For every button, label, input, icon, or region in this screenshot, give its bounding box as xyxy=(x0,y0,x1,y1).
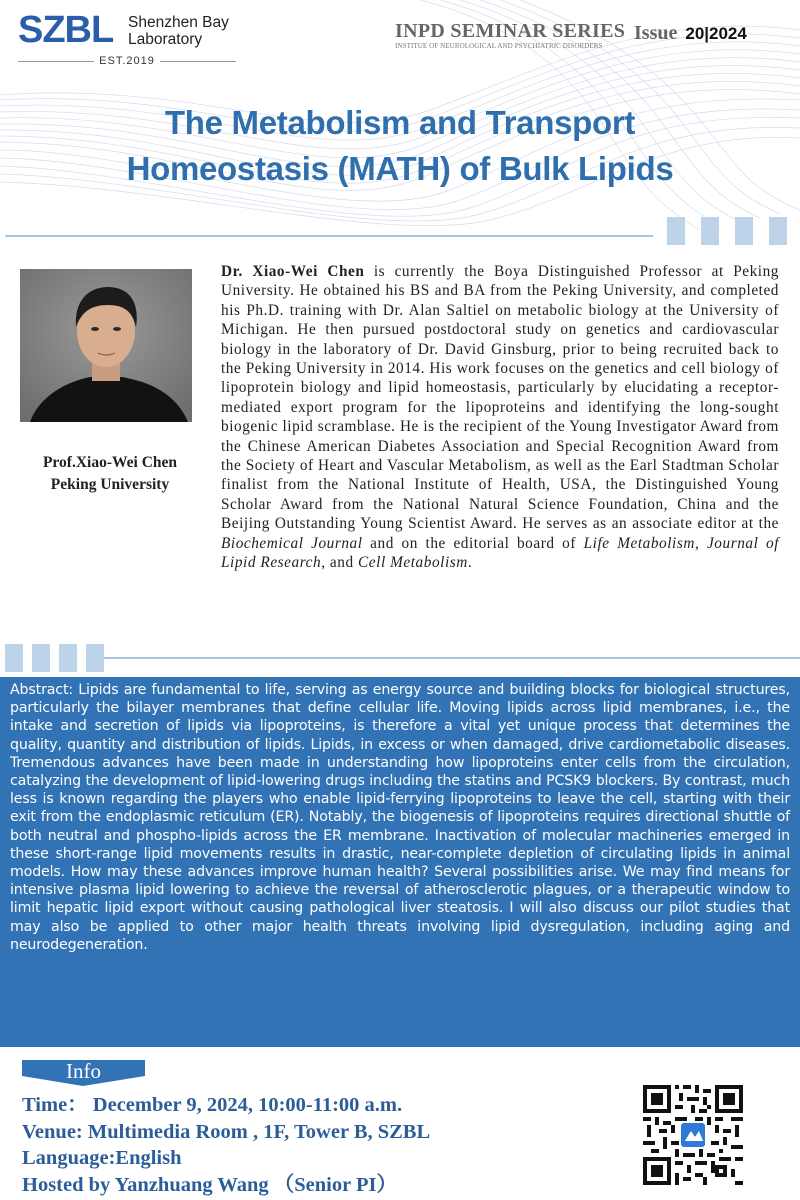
logo-est xyxy=(18,54,236,68)
bar xyxy=(5,644,23,672)
bar xyxy=(701,217,719,245)
info-tag-label: Info xyxy=(66,1059,101,1083)
abstract-panel xyxy=(0,677,800,1047)
logo-name-line2: Laboratory xyxy=(128,31,203,48)
divider xyxy=(18,61,94,62)
divider xyxy=(160,61,236,62)
bar xyxy=(32,644,50,672)
speaker-photo xyxy=(20,269,192,422)
journal-name: Journal of Lipid Research xyxy=(221,534,779,572)
speaker-affiliation: Peking University xyxy=(50,476,170,493)
divider xyxy=(5,235,653,237)
event-venue: Venue: Multimedia Room , 1F, Tower B, SZBL xyxy=(22,1120,431,1143)
separator: . xyxy=(467,554,473,572)
info-tag xyxy=(22,1060,145,1086)
page-title xyxy=(0,100,800,192)
series-subtitle: INSTITUE OF NEUROLOGICAL AND PSYCHIATRIC DISORDERS xyxy=(395,42,603,50)
event-time: Time： December 9, 2024, 10:00-11:00 a.m. xyxy=(22,1094,403,1116)
logo-name xyxy=(128,14,238,48)
decorative-bars xyxy=(667,217,787,245)
event-language: Language:English xyxy=(22,1147,182,1169)
bar xyxy=(667,217,685,245)
est-year: EST.2019 xyxy=(99,55,155,67)
event-info xyxy=(22,1092,430,1198)
issue-label: Issue xyxy=(634,22,678,44)
series-title: INPD SEMINAR SERIES xyxy=(395,20,626,42)
bar xyxy=(59,644,77,672)
event-host: Hosted by Yanzhuang Wang （Senior PI） xyxy=(22,1173,397,1196)
abstract-text: Abstract: Lipids are fundamental to life, serving as energy source and building blocks for biological structures, particularly the bilayer membranes that define cellular life. Moving lipids across lipid membranes, i.e., the intake and secretion of lipids via lipoproteins, is therefore a vital yet unique process that determines the quality, quantity and distribution of lipids. Lipids, in excess or when damaged, drive cardiometabolic diseases. Tremendous advances have been made in understanding how lipoproteins enter cells from the circulation, catalyzing the development of lipid-lowering drugs including the statins and PCSK9 blockers. By contrast, much less is known regarding the players who enable lipid-ferrying lipoproteins to leave the cell, starting with their exit from the endoplasmic reticulum (ER). Notably, the biogenesis of lipoproteins requires directional shuttle of both neutral and phospho-lipids across the ER membrane. Inactivation of molecular machineries emerged in these short-range lipid movements results in drastic, near-complete depletion of circulating lipids in animal models. How may these advances improve human health? Several possibilities arise. We may find means for intensive plasma lipid lowering to achieve the reversal of atherosclerotic plagues, or a therapeutic window to limit hepatic lipid export without causing pathological liver steatosis. I will also discuss our pilot studies that may also be applied to other major health threats involving lipid dysregulation, including aging and neurodegeneration. xyxy=(10,682,790,953)
speaker-name: Prof.Xiao-Wei Chen xyxy=(42,454,178,471)
title-line1: The Metabolism and Transport xyxy=(164,104,636,141)
divider xyxy=(96,657,800,659)
title-line2: Homeostasis (MATH) of Bulk Lipids xyxy=(126,150,674,187)
journal-name: Life Metabolism xyxy=(583,534,695,552)
bio-text: and on the editorial board of xyxy=(362,534,584,552)
speaker-caption xyxy=(15,452,205,496)
qr-code[interactable] xyxy=(643,1085,743,1185)
bar xyxy=(769,217,787,245)
logo-name-line1: Shenzhen Bay xyxy=(128,14,229,31)
separator: , xyxy=(694,534,707,552)
issue-number: 20|2024 xyxy=(685,24,747,43)
journal-name: Cell Metabolism xyxy=(358,554,468,572)
journal-name: Biochemical Journal xyxy=(221,534,363,552)
qr-code-icon xyxy=(643,1085,743,1185)
bio-text: is currently the Boya Distinguished Professor at Peking University. He obtained his BS and BA from the Peking University, and completed his Ph.D. training with Dr. Alan Saltiel on metabolic biology at the University of Michigan. He then pursued postdoctoral study on genetics and cardiovascular biology in the laboratory of Dr. David Ginsburg, prior to being recruited back to the Peking University in 2014. His work focuses on the genetics and cell biology of lipoprotein biology and lipid homeostasis, particularly by elucidating a receptor-mediated export program for the lipoproteins and identifying the long-sought biogenic lipid scramblase. He is the recipient of the Young Investigator Award from the Chinese American Diabetes Association and Special Recognition Award from the Society of Heart and Vascular Metabolism, as well as the Earl Stadtman Scholar finalist from the National Institute of Health, USA, the Distinguished Young Scholar Award from the National Natural Science Foundation, China and the Beijing Outstanding Young Scientist Award. He serves as an associate editor at the xyxy=(221,263,779,533)
seminar-series xyxy=(395,20,625,51)
speaker-bio xyxy=(221,262,779,573)
decorative-bars xyxy=(5,644,108,672)
issue-badge xyxy=(634,22,747,45)
bio-name: Dr. Xiao-Wei Chen xyxy=(221,263,365,280)
portrait-icon xyxy=(20,269,192,422)
bar xyxy=(86,644,104,672)
bar xyxy=(735,217,753,245)
separator: , and xyxy=(321,554,359,572)
logo-mark: SZBL xyxy=(18,9,114,51)
